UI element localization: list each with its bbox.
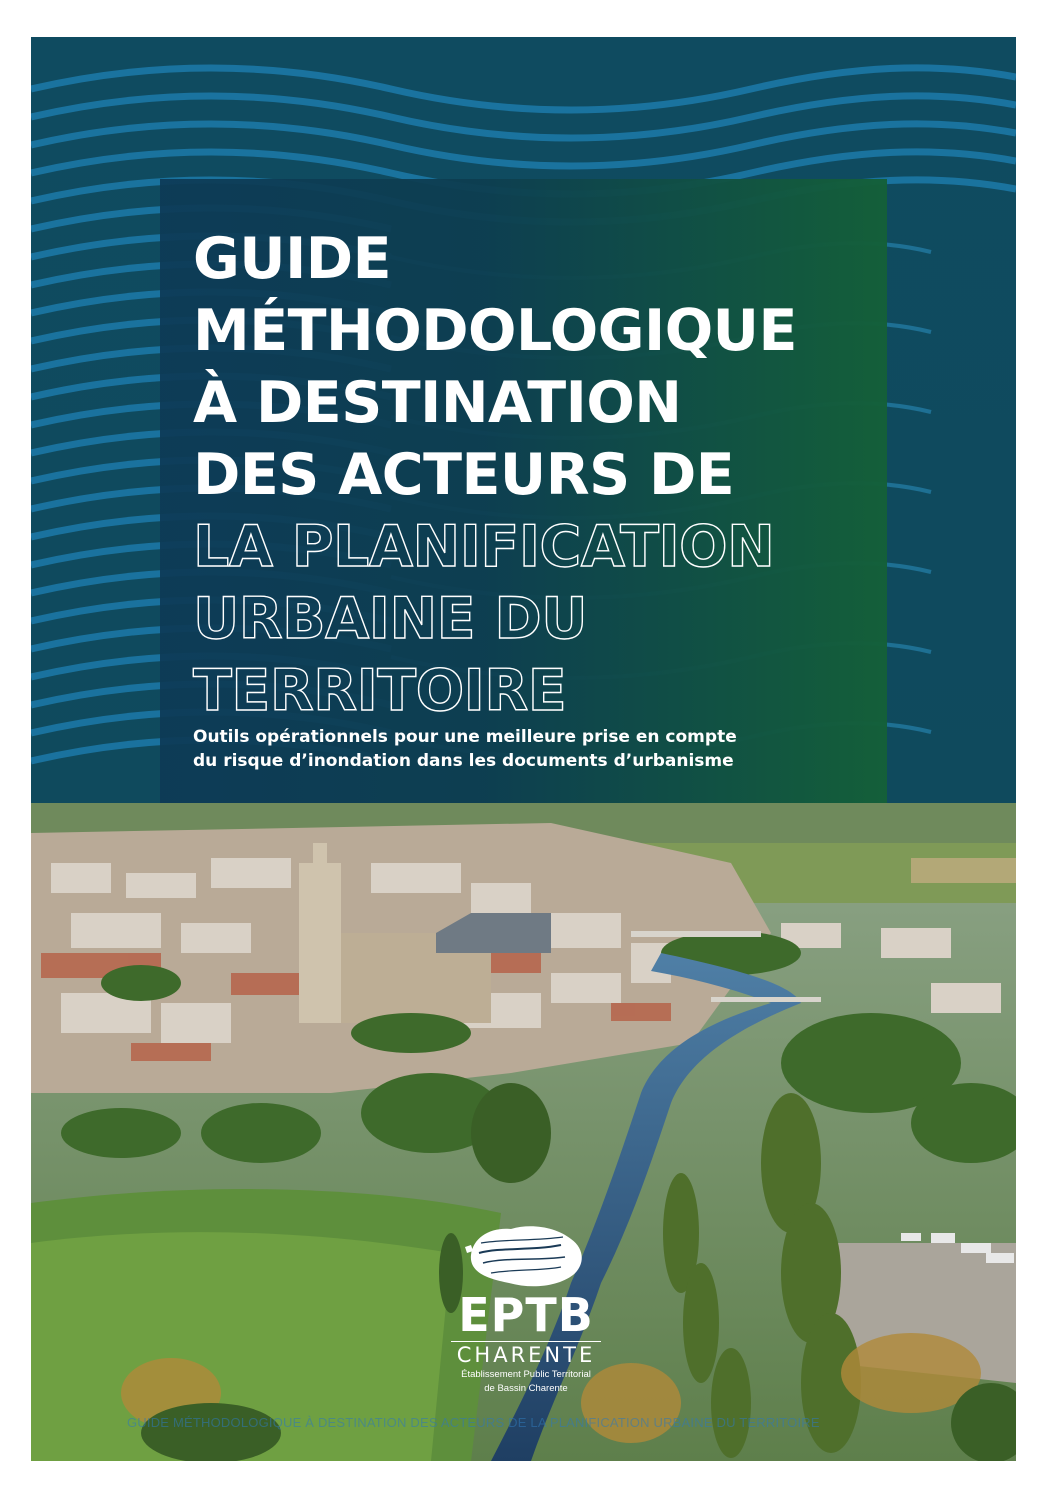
cover-page xyxy=(31,37,1016,1461)
title-line-3: À DESTINATION xyxy=(193,370,682,436)
logo-eptb-text: EPTB xyxy=(458,1288,594,1342)
title-line-6-outline: URBAINE DU xyxy=(193,586,588,652)
title-panel xyxy=(160,179,887,805)
title-line-7-outline: TERRITOIRE xyxy=(193,658,567,724)
title-line-2: MÉTHODOLOGIQUE xyxy=(193,298,797,364)
document-subtitle xyxy=(193,725,883,773)
logo-tagline-line-1: Établissement Public Territorial xyxy=(461,1369,591,1380)
document-title xyxy=(193,223,883,727)
running-title-footer: GUIDE MÉTHODOLOGIQUE À DESTINATION DES ACTEURS DE LA PLANIFICATION URBAINE DU TERRITOIRE xyxy=(127,1415,820,1430)
eptb-charente-logo xyxy=(436,1217,616,1394)
basin-map-icon xyxy=(461,1217,591,1293)
title-line-4: DES ACTEURS DE xyxy=(193,442,735,508)
logo-charente-text: CHARENTE xyxy=(451,1341,601,1366)
logo-tagline-line-2: de Bassin Charente xyxy=(484,1383,568,1394)
subtitle-line-1: Outils opérationnels pour une meilleure prise en compte xyxy=(193,727,737,747)
title-line-5-outline: LA PLANIFICATION xyxy=(193,514,775,580)
subtitle-line-2: du risque d’inondation dans les documents d’urbanisme xyxy=(193,751,734,771)
title-line-1: GUIDE xyxy=(193,226,392,292)
